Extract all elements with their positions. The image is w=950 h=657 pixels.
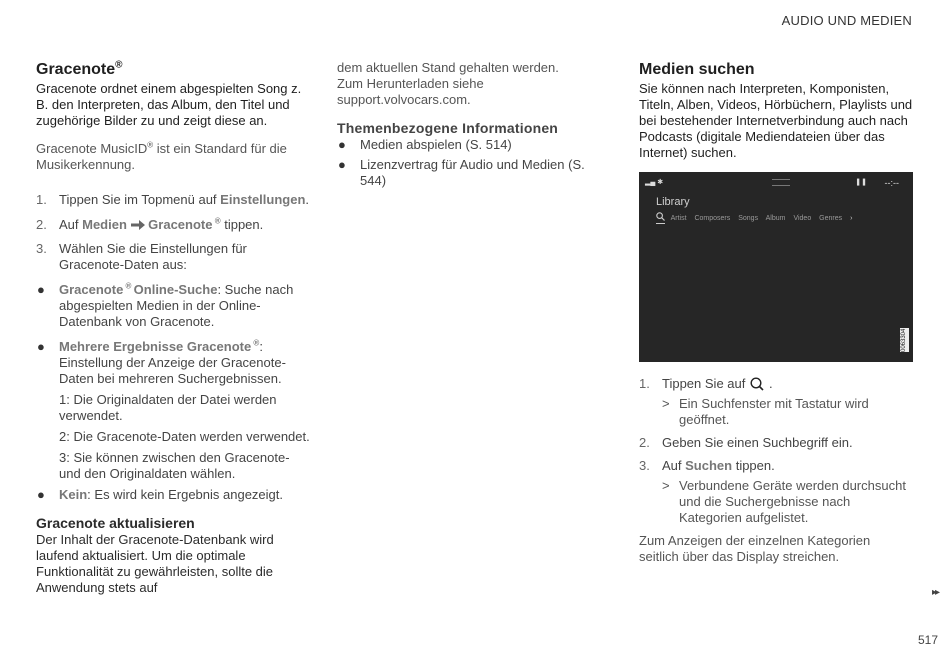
related-list (337, 137, 587, 189)
pause-icon: ❚❚ (855, 179, 867, 186)
search-icon[interactable] (656, 212, 665, 221)
media-search-intro: Sie können nach Interpreten, Komponisten, Titeln, Alben, Videos, Hörbüchern, Playlists und bei bestehender Internetverbindung auch nach Podcasts (digitale Mediendateien über das Internet) suchen. (639, 81, 913, 160)
gracenote-intro: Gracenote ordnet einem abgespielten Song z. B. den Interpreten, das Album, den Titel und zugehörige Bilder zu und zeigt diese an. (36, 81, 302, 128)
tab-video[interactable]: Video (793, 215, 812, 222)
section-title-gracenote: Gracenote® (36, 59, 123, 78)
option-none: ● Kein: Es wird kein Ergebnis angezeigt. (37, 487, 283, 502)
media-search-steps (639, 376, 911, 565)
gracenote-options (36, 282, 314, 503)
tab-composers[interactable]: Composers (694, 215, 731, 222)
musicid-note: Gracenote MusicID® ist ein Standard für die Musikerkennung. (36, 140, 287, 172)
tab-songs[interactable]: Songs (738, 215, 759, 222)
column-continuation (337, 60, 587, 189)
step-1: 1. Tippen Sie im Topmenü auf Einstellungen. (36, 192, 310, 207)
active-tab-indicator (656, 223, 665, 224)
tab-genres[interactable]: Genres (819, 215, 843, 222)
update-continuation: dem aktuellen Stand gehalten werden. Zum Herunterladen siehe support.volvocars.com. (337, 60, 559, 107)
continue-arrows-icon: ▸▸ (931, 587, 938, 598)
library-title: Library (656, 196, 690, 208)
library-screen-image (639, 172, 913, 362)
update-text: Der Inhalt der Gracenote-Datenbank wird laufend aktualisiert. Um die optimale Funktionalität zu gewährleisten, sollte die Anwendung stets auf (36, 532, 274, 595)
option-online-search: ● Gracenote ® Online-Suche: Suche nach abgespielten Medien in der Online-Datenbank von Gracenote. (37, 281, 294, 329)
tab-artist[interactable]: Artist (670, 215, 687, 222)
chapter-title: AUDIO UND MEDIEN (781, 13, 912, 28)
status-bar (645, 178, 907, 188)
option-value-3: 3: Sie können zwischen den Gracenote- und den Originaldaten wählen. (59, 450, 290, 481)
option-value-1: 1: Die Originaldaten der Datei werden verwendet. (59, 392, 277, 423)
drag-handle-icon (772, 179, 790, 186)
tab-album[interactable]: Album (765, 215, 786, 222)
media-search-outro: Zum Anzeigen der einzelnen Kategorien seitlich über das Display streichen. (639, 533, 871, 564)
related-link-license[interactable]: ● Lizenzvertrag für Audio und Medien (S. 544) (338, 157, 585, 188)
search-icon (749, 377, 769, 391)
image-code: 0063304 (901, 328, 907, 352)
option-value-2: 2: Die Gracenote-Daten werden verwendet. (59, 429, 310, 444)
clock: --:-- (884, 178, 899, 188)
section-title-media-search: Medien suchen (639, 61, 755, 78)
search-step-1-result: > Ein Suchfenster mit Tastatur wird geöffnet. (662, 396, 869, 427)
option-multiple-results: ● Mehrere Ergebnisse Gracenote ®: Einstellung der Anzeige der Gracenote-Daten bei mehreren Suchergebnissen. 1: Die Originaldaten der Datei werden verwendet. 2: Die Gracenote-Daten werden verwendet. 3: Sie können zwischen den Gracenote- und den Originaldaten wählen. (36, 339, 314, 482)
search-step-2: 2. Geben Sie einen Suchbegriff ein. (639, 435, 853, 450)
arrow-right-icon (131, 220, 145, 230)
related-link-play-media[interactable]: ● Medien abspielen (S. 514) (338, 137, 512, 152)
step-2: 2. Auf Medien Gracenote ® tippen. (36, 216, 264, 232)
signal-icon: ▂▄ ✱ (645, 179, 664, 186)
related-title: Themenbezogene Informationen (337, 120, 559, 136)
update-title: Gracenote aktualisieren (36, 515, 195, 531)
step-3: 3. Wählen Sie die Einstellungen für Gracenote-Daten aus: (36, 241, 247, 272)
column-media-search (639, 60, 919, 161)
library-tabs (656, 212, 858, 222)
search-step-1: 1. Tippen Sie auf . > Ein Suchfenster mit Tastatur wird geöffnet. (639, 376, 911, 428)
search-step-3: 3. Auf Suchen tippen. > Verbundene Geräte werden durchsucht und die Suchergebnisse nach Kategorien aufgelistet. (639, 458, 911, 526)
page-number: 517 (917, 633, 938, 647)
chevron-right-icon[interactable]: › (850, 215, 853, 222)
gracenote-steps (36, 192, 314, 273)
column-gracenote (36, 60, 314, 596)
search-step-3-result: > Verbundene Geräte werden durchsucht und die Suchergebnisse nach Kategorien aufgelistet. (662, 478, 906, 525)
